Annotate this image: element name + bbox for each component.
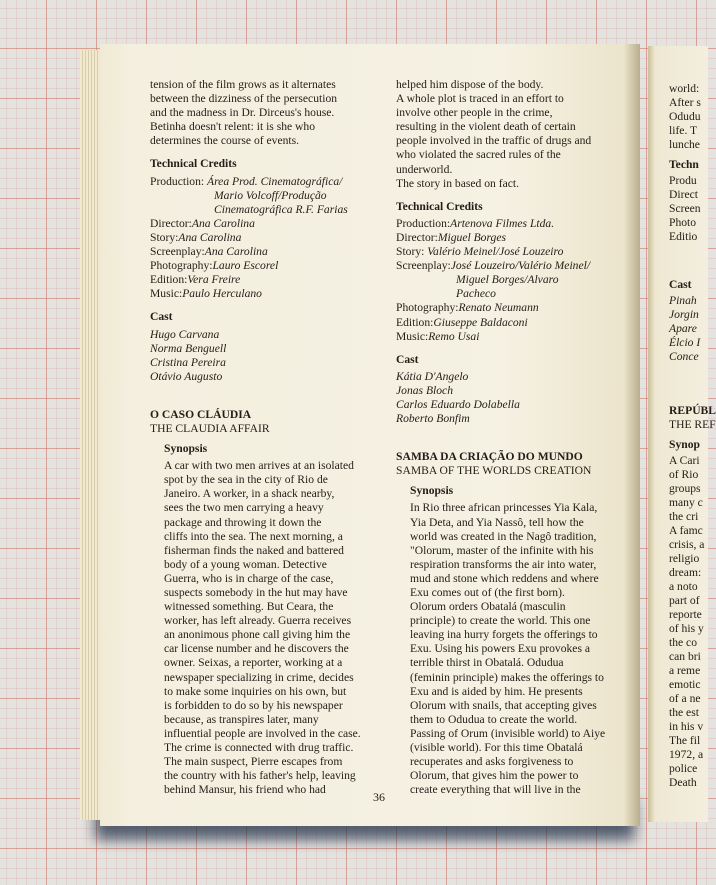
- next-page-fragment: Pinah: [669, 294, 697, 307]
- credit-label: Production:: [150, 174, 205, 188]
- credit-value: Valério Meinel/José Louzeiro: [427, 245, 564, 259]
- text-line: helped him dispose of the body.: [396, 78, 544, 91]
- credit-line: [150, 231, 370, 245]
- credit-line: [396, 231, 618, 245]
- credit-line: [150, 175, 370, 189]
- next-page-fragment: Editio: [669, 230, 698, 243]
- intro-paragraph: [396, 78, 618, 191]
- film-title: SAMBA DA CRIAÇÃO DO MUNDO: [396, 450, 583, 464]
- text-line: car license number and he discovers the: [164, 642, 349, 656]
- cast-name: Jonas Bloch: [396, 383, 453, 397]
- credit-line: [150, 287, 370, 301]
- text-line: create everything that will live in the: [410, 783, 581, 797]
- cast-name: Carlos Eduardo Dolabella: [396, 397, 520, 411]
- text-line: to make some inquiries on his own, but: [164, 684, 347, 698]
- film-title: O CASO CLÁUDIA: [150, 407, 252, 421]
- cast-name: Kátia D'Angelo: [396, 369, 469, 383]
- next-page-fragment: a reme: [669, 664, 701, 677]
- cast-name: Otávio Augusto: [150, 369, 223, 383]
- text-line: Janeiro. A worker, in a shack nearby,: [164, 487, 335, 501]
- next-page-fragment: The fil: [669, 734, 701, 747]
- credit-line: [150, 245, 370, 259]
- text-line: resulting in the violent death of certain: [396, 120, 576, 134]
- text-line: Olorum, that gives him the power to: [410, 769, 579, 783]
- left-column: [150, 78, 370, 797]
- next-page-fragment: groups: [669, 482, 701, 495]
- credit-label: Director:: [150, 216, 192, 230]
- credit-value: Renato Neumann: [458, 301, 539, 315]
- credit-continuation: Mario Volcoff/Produção: [214, 188, 327, 202]
- text-line: worker, has left already. Guerra receives: [164, 614, 352, 628]
- text-line: Olorum orders Obatalá (masculin: [410, 600, 566, 614]
- credit-value: Remo Usai: [428, 329, 480, 343]
- next-page-fragment: part of: [669, 594, 700, 607]
- credit-continuation: Pacheco: [456, 287, 496, 301]
- text-line: them to Odudua to create the world.: [410, 712, 578, 726]
- synopsis: [150, 442, 370, 797]
- credit-value: Ana Carolina: [204, 245, 268, 259]
- text-line: Betinha doesn't relent: it is she who: [150, 120, 316, 134]
- text-line: people involved in the traffic of drugs and: [396, 134, 592, 148]
- text-line: The crime is connected with drug traffic.: [164, 741, 354, 755]
- next-page-fragment: Photo: [669, 216, 697, 229]
- next-page-fragment: can bri: [669, 650, 701, 663]
- text-line: involve other people in the crime,: [396, 106, 553, 120]
- next-page-fragment: After s: [669, 96, 701, 109]
- synopsis: [396, 484, 618, 797]
- cast-name: Cristina Pereira: [150, 355, 226, 369]
- credit-line: [150, 259, 370, 273]
- text-line: witnessed something. But Ceara, the: [164, 600, 334, 614]
- synopsis-heading: Synopsis: [164, 442, 208, 456]
- text-line: package and throwing it down the: [164, 515, 322, 529]
- credit-label: Story:: [396, 245, 425, 259]
- cast-name: Norma Benguell: [150, 341, 227, 355]
- credits-heading: Technical Credits: [396, 199, 483, 213]
- next-page-fragment: 1972, a: [669, 748, 704, 761]
- next-page-fragment: Jorgin: [669, 308, 699, 321]
- next-page-fragment: Screen: [669, 202, 701, 215]
- text-line: (feminin principle) makes the offerings to: [410, 670, 604, 684]
- text-line: A whole plot is traced in an effort to: [396, 92, 564, 106]
- next-page-fragment: Direct: [669, 188, 698, 201]
- next-page-fragment: Synop: [669, 438, 700, 451]
- credit-label: Edition:: [396, 315, 434, 329]
- text-line: A car with two men arrives at an isolated: [164, 459, 354, 473]
- next-page-fragment: the co: [669, 636, 698, 649]
- text-line: the country with his father's help, leaving: [164, 769, 356, 783]
- text-line: Passing of Orum (invisible world) to Aiye: [410, 726, 606, 740]
- film-subtitle: THE CLAUDIA AFFAIR: [150, 421, 270, 435]
- text-line: tension of the film grows as it alternates: [150, 78, 336, 91]
- credit-line: [396, 217, 618, 231]
- text-line: In Rio three african princesses Yia Kala,: [410, 501, 598, 515]
- credit-label: Edition:: [150, 273, 188, 287]
- text-line: Exu. Using his powers Exu provokes a: [410, 642, 591, 656]
- credit-line: [150, 217, 370, 231]
- next-page-fragment: reporte: [669, 608, 702, 621]
- next-page-fragment: A Cari: [669, 454, 700, 467]
- credit-label: Story:: [150, 230, 179, 244]
- text-line: underworld.: [396, 162, 453, 176]
- credit-label: Screenplay:: [396, 259, 451, 273]
- text-line: owner. Seixas, a reporter, working at a: [164, 656, 343, 670]
- text-line: world was created in the Nagô tradition,: [410, 529, 597, 543]
- next-page-fragment: Death: [669, 776, 697, 789]
- credit-value: Paulo Herculano: [182, 287, 262, 301]
- credit-line: [396, 245, 618, 259]
- credit-line: [150, 273, 370, 287]
- next-page-fragment: world:: [669, 82, 700, 95]
- credit-line: [396, 301, 618, 315]
- text-line: leaving ina hurry forgets the offerings to: [410, 628, 598, 642]
- next-page-fragment: Apare: [669, 322, 697, 335]
- text-line: and the madness in Dr. Dirceus's house.: [150, 106, 335, 120]
- next-page-fragment: the cri: [669, 510, 699, 523]
- next-page-fragment: many c: [669, 496, 703, 509]
- text-line: newspaper specializing in crime, decides: [164, 670, 354, 684]
- next-page-fragment: the est: [669, 706, 699, 719]
- credit-value: Artenova Filmes Ltda.: [450, 216, 555, 230]
- credits-heading: Technical Credits: [150, 157, 237, 171]
- text-line: "Olorum, master of the infinite with his: [410, 543, 594, 557]
- credit-label: Photography:: [396, 301, 459, 315]
- intro-paragraph: [150, 78, 370, 148]
- credit-label: Music:: [396, 329, 429, 343]
- right-column: [396, 78, 618, 797]
- next-page-fragment: Conce: [669, 350, 699, 363]
- credit-value: Giuseppe Baldaconi: [433, 315, 528, 329]
- credit-label: Director:: [396, 230, 438, 244]
- text-line: The main suspect, Pierre escapes from: [164, 755, 343, 769]
- text-line: terrible thirst in Obatalá. Odudua: [410, 656, 564, 670]
- credit-label: Production:: [396, 216, 451, 230]
- text-line: who violated the sacred rules of the: [396, 148, 561, 162]
- text-line: between the dizziness of the persecution: [150, 92, 338, 106]
- text-line: influential people are involved in the case.: [164, 726, 361, 740]
- text-line: suspects somebody in the hut may have: [164, 586, 348, 599]
- text-line: respiration transforms the air into water,: [410, 557, 597, 571]
- text-line: Exu comes out of (the first born).: [410, 586, 565, 599]
- next-page-fragment: Produ: [669, 174, 697, 187]
- credit-line: [396, 259, 618, 273]
- text-line: is forbidden to do so by his newspaper: [164, 698, 343, 712]
- text-line: Exu and is aided by him. He presents: [410, 684, 583, 698]
- credit-value: Área Prod. Cinematográfica/: [207, 174, 343, 188]
- next-page-fragment: emotic: [669, 678, 701, 691]
- next-page-fragment: police: [669, 762, 698, 775]
- text-line: cliffs into the sea. The next morning, a: [164, 529, 343, 543]
- page-number: 36: [373, 790, 385, 804]
- credit-line: [396, 316, 618, 330]
- text-line: recuperates and asks forgiveness to: [410, 755, 574, 769]
- credit-value: Vera Freire: [187, 273, 241, 287]
- next-page-fragment: REPÚBL: [669, 404, 716, 417]
- next-page-fragment: religio: [669, 552, 700, 565]
- credit-value: Ana Carolina: [191, 216, 255, 230]
- next-page-fragment: dream:: [669, 566, 702, 579]
- cast-name: Hugo Carvana: [150, 327, 220, 341]
- next-page-fragment: THE REF: [669, 418, 716, 431]
- next-page-fragment: Odudu: [669, 110, 701, 123]
- page-edges: [80, 50, 102, 820]
- credit-label: Photography:: [150, 259, 213, 273]
- film-subtitle: SAMBA OF THE WORLDS CREATION: [396, 464, 592, 478]
- text-line: mud and stone which reddens and where: [410, 571, 599, 585]
- credit-label: Screenplay:: [150, 245, 205, 259]
- text-line: determines the course of events.: [150, 134, 300, 148]
- credit-value: Miguel Borges: [437, 230, 507, 244]
- cast-heading: Cast: [396, 352, 419, 366]
- text-line: (visible world). For this time Obatalá: [410, 741, 583, 755]
- text-line: sees the two men carrying a heavy: [164, 501, 324, 515]
- credit-value: Ana Carolina: [178, 230, 242, 244]
- next-page-fragment: life. T: [669, 124, 698, 137]
- credit-value: Lauro Escorel: [212, 259, 279, 273]
- next-page-fragment: lunche: [669, 138, 700, 151]
- text-line: an anonimous phone call giving him the: [164, 628, 351, 642]
- text-line: fisherman finds the naked and battered: [164, 543, 344, 557]
- next-page-fragment: of a ne: [669, 692, 701, 705]
- credit-line: [396, 330, 618, 344]
- next-page-fragment: Techn: [669, 158, 699, 171]
- text-line: because, as transpires later, many: [164, 712, 319, 726]
- next-page-fragment: in his v: [669, 720, 704, 733]
- cast-heading: Cast: [150, 310, 173, 324]
- cast-name: Roberto Bonfim: [396, 412, 470, 426]
- credit-continuation: Miguel Borges/Alvaro: [456, 273, 559, 287]
- text-line: principle) to create the world. This one: [410, 614, 591, 628]
- next-page-fragment: a noto: [669, 580, 698, 593]
- next-page-fragment: Élcio I: [669, 336, 701, 349]
- text-line: The story in based on fact.: [396, 176, 519, 190]
- credit-value: José Louzeiro/Valério Meinel/: [450, 259, 591, 273]
- next-page-fragment: Cast: [669, 278, 692, 291]
- credit-continuation: Cinematográfica R.F. Farias: [214, 202, 348, 216]
- next-page-fragment: crisis, a: [669, 538, 705, 551]
- text-line: body of a young woman. Detective: [164, 557, 327, 571]
- next-page-edge: [648, 46, 716, 822]
- book-page: [100, 44, 640, 826]
- next-page-fragment: A famc: [669, 524, 703, 537]
- text-line: Guerra, who is in charge of the case,: [164, 571, 334, 585]
- text-line: spot by the sea in the city of Rio de: [164, 473, 328, 487]
- credit-label: Music:: [150, 287, 183, 301]
- text-line: behind Mansur, his friend who had: [164, 783, 326, 797]
- next-page-fragment: of Rio: [669, 468, 699, 481]
- next-page-fragment: of his y: [669, 622, 704, 635]
- synopsis-heading: Synopsis: [410, 484, 454, 498]
- text-line: Olorum with snails, that accepting gives: [410, 698, 597, 712]
- text-line: Yia Deta, and Yia Nassô, tell how the: [410, 515, 584, 529]
